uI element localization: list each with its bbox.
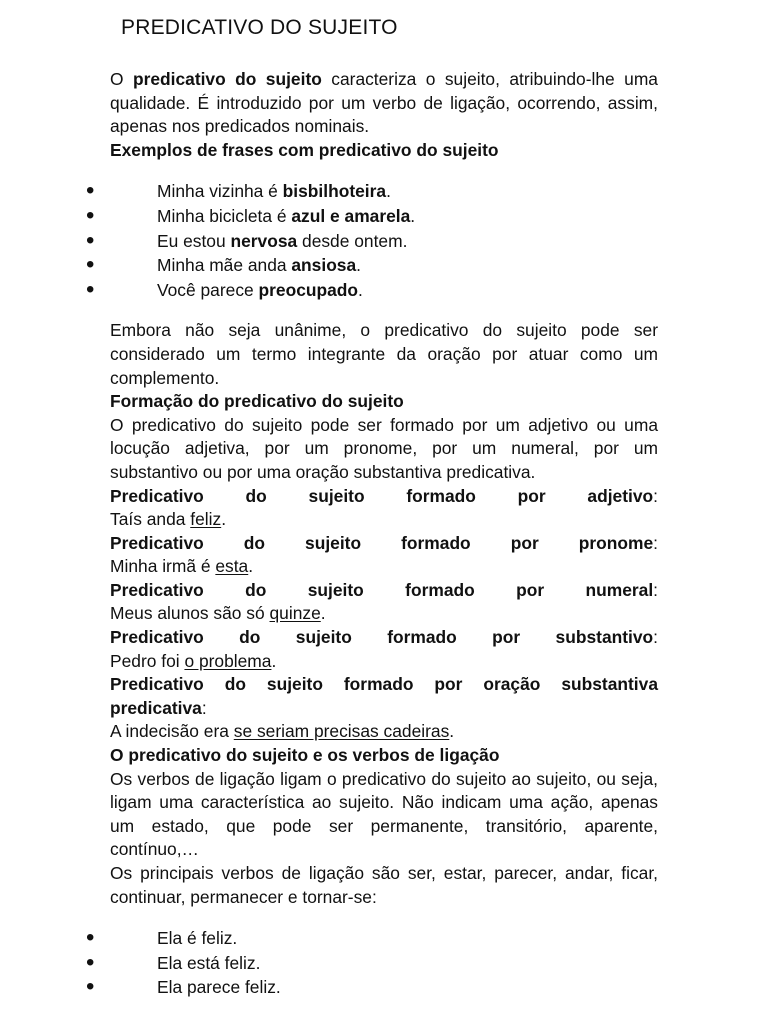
- intro-article: O: [110, 69, 124, 89]
- examples-list: [110, 180, 658, 303]
- formation-example-oracao: A indecisão era se seriam precisas cadeiras.: [110, 721, 455, 742]
- integral-paragraph: Embora não seja unânime, o predicativo do sujeito pode ser considerado um termo integrante da oração por atuar como um complemento.: [110, 320, 658, 388]
- formation-heading: Formação do predicativo do sujeito: [110, 391, 404, 412]
- formation-label-adjetivo: Predicativo do sujeito formado por adjetivo:: [110, 485, 658, 506]
- intro-paragraph: [110, 68, 658, 139]
- formation-example-numeral: Meus alunos são só quinze.: [110, 603, 326, 624]
- list-item: • Minha bicicleta é azul e amarela.: [110, 205, 658, 230]
- list-item: • Ela parece feliz.: [110, 976, 658, 1001]
- linking-heading: O predicativo do sujeito e os verbos de ligação: [110, 745, 500, 766]
- document-body: [110, 68, 658, 1001]
- list-item: • Minha vizinha é bisbilhoteira.: [110, 180, 658, 205]
- linking-paragraph-2: Os principais verbos de ligação são ser, estar, parecer, andar, ficar, continuar, permanecer e tornar-se:: [110, 863, 658, 907]
- intro-rest: caracteriza o sujeito, atribuindo-lhe uma qualidade. É introduzido por um verbo de ligação, ocorrendo, assim, apenas nos predicados nominais.: [110, 69, 658, 137]
- list-item: • Você parece preocupado.: [110, 279, 658, 304]
- examples-heading: Exemplos de frases com predicativo do sujeito: [110, 139, 499, 160]
- linking-paragraph-1: Os verbos de ligação ligam o predicativo do sujeito ao sujeito, ou seja, ligam uma característica ao sujeito. Não indicam uma ação, apenas um estado, que pode ser permanente, transitório, aparente, contínuo,…: [110, 768, 658, 860]
- formation-label-substantivo: Predicativo do sujeito formado por substantivo:: [110, 627, 658, 648]
- formation-example-pronome: Minha irmã é esta.: [110, 556, 254, 577]
- intro-term: predicativo do sujeito: [132, 69, 322, 89]
- list-item: • Ela está feliz.: [110, 952, 658, 977]
- list-item: • Minha mãe anda ansiosa.: [110, 254, 658, 279]
- formation-example-substantivo: Pedro foi o problema.: [110, 650, 277, 671]
- formation-label-oracao: Predicativo do sujeito formado por oração substantiva predicativa:: [110, 674, 658, 718]
- formation-paragraph: O predicativo do sujeito pode ser formado por um adjetivo ou uma locução adjetiva, por um pronome, por um numeral, por um substantivo ou por uma oração substantiva predicativa.: [110, 414, 658, 482]
- formation-label-pronome: Predicativo do sujeito formado por pronome:: [110, 532, 658, 553]
- list-item: • Ela é feliz.: [110, 927, 658, 952]
- final-examples-list: [110, 927, 658, 1001]
- formation-label-numeral: Predicativo do sujeito formado por numeral:: [110, 579, 658, 600]
- page-title: PREDICATIVO DO SUJEITO: [121, 16, 398, 39]
- formation-example-adjetivo: Taís anda feliz.: [110, 509, 227, 530]
- list-item: • Eu estou nervosa desde ontem.: [110, 230, 658, 255]
